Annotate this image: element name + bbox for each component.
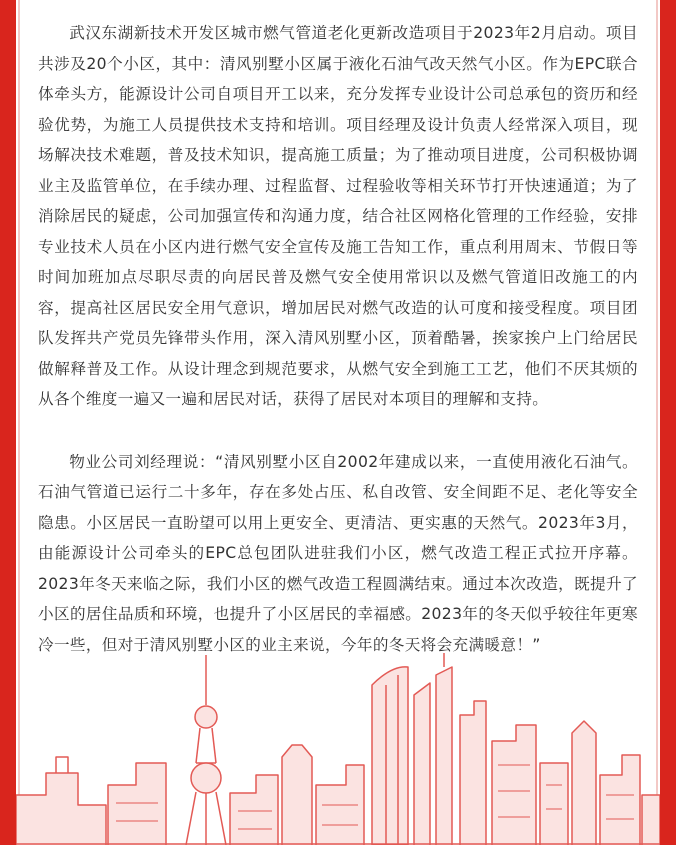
city-skyline-illustration — [16, 645, 660, 845]
paragraph-project-intro: 武汉东湖新技术开发区城市燃气管道老化更新改造项目于2023年2月启动。项目共涉及20个小区，其中：清风别墅小区属于液化石油气改天然气小区。作为EPC联合体牵头方，能源设计公司自项目开工以来，充分发挥专业设计公司总承包的资历和经验优势，为施工人员提供技术支持和培训。项目经理及设计负责人经常深入项目，现场解决技术难题，普及技术知识，提高施工质量；为了推动项目进度，公司积极协调业主及监管单位，在手续办理、过程监督、过程验收等相关环节打开快速通道；为了消除居民的疑虑，公司加强宣传和沟通力度，结合社区网格化管理的工作经验，安排专业技术人员在小区内进行燃气安全宣传及施工告知工作，重点利用周末、节假日等时间加班加点尽职尽责的向居民普及燃气安全使用常识以及燃气管道旧改施工的内容，提高社区居民安全用气意识，增加居民对燃气改造的认可度和接受程度。项目团队发挥共产党员先锋带头作用，深入清风别墅小区，顶着酷暑，挨家挨户上门给居民做解释普及工作。从设计理念到规范要求，从燃气安全到施工工艺，他们不厌其烦的从各个维度一遍又一遍和居民对话，获得了居民对本项目的理解和支持。 — [38, 24, 638, 408]
paragraph-property-manager-quote: 物业公司刘经理说：“清风别墅小区自2002年建成以来，一直使用液化石油气。石油气管道已运行二十多年，存在多处占压、私自改管、安全间距不足、老化等安全隐患。小区居民一直盼望可以用上更安全、更清洁、更实惠的天然气。2023年3月，由能源设计公司牵头的EPC总包团队进驻我们小区，燃气改造工程正式拉开序幕。2023年冬天来临之际，我们小区的燃气改造工程圆满结束。通过本次改造，既提升了小区的居住品质和环境，也提升了小区居民的幸福感。2023年的冬天似乎较往年更寒冷一些，但对于清风别墅小区的业主来说，今年的冬天将会充满暖意！” — [38, 452, 638, 654]
article-body — [38, 18, 638, 660]
